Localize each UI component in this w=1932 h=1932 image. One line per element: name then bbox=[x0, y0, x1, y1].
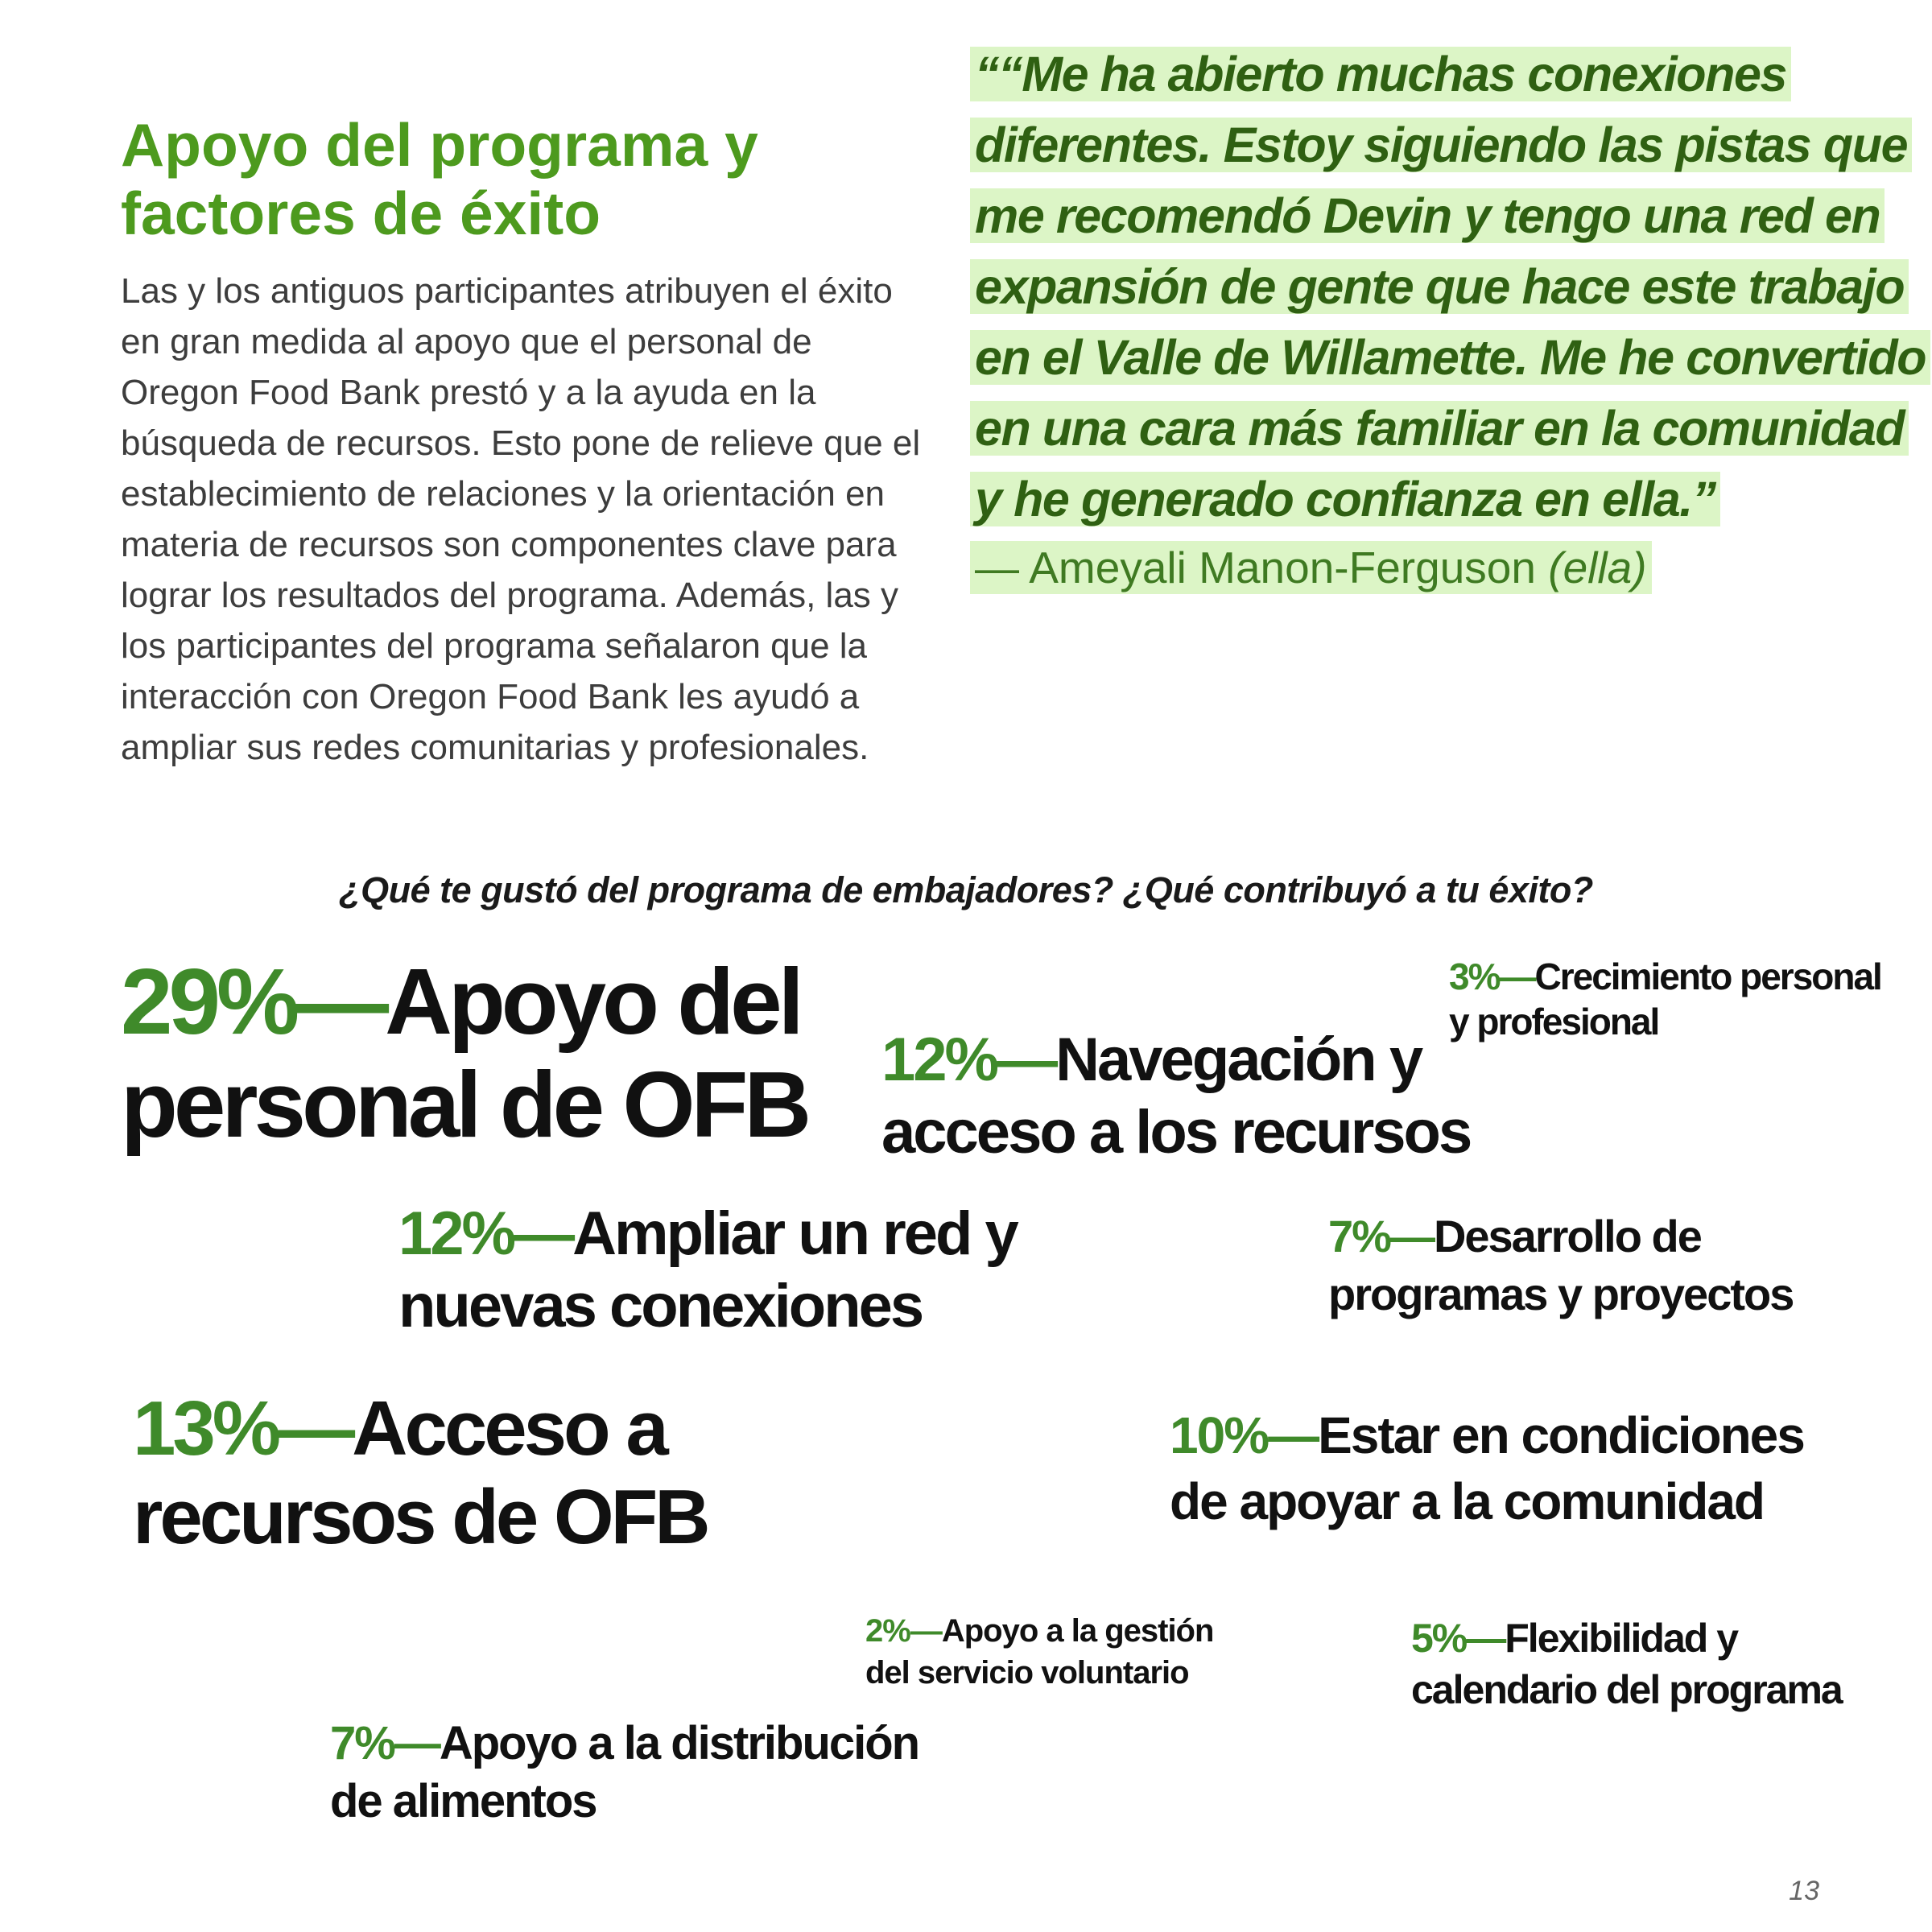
result-label-line1: Apoyo del bbox=[385, 949, 800, 1054]
quote-attribution bbox=[970, 541, 1652, 594]
attribution-pronoun: (ella) bbox=[1548, 543, 1647, 592]
result-food-distribution bbox=[330, 1715, 919, 1831]
result-program-development bbox=[1328, 1208, 1793, 1323]
result-label-line2: nuevas conexiones bbox=[398, 1272, 923, 1340]
result-ofb-resources bbox=[133, 1385, 708, 1562]
result-percent: 13%— bbox=[133, 1385, 353, 1472]
result-label-line1: Apoyo a la gestión bbox=[941, 1613, 1214, 1649]
result-label-line1: Estar en condiciones bbox=[1318, 1406, 1804, 1464]
result-label-line1: Flexibilidad y bbox=[1505, 1616, 1738, 1661]
result-label-line2: y profesional bbox=[1449, 1001, 1659, 1042]
result-percent: 7%— bbox=[330, 1717, 440, 1769]
result-label-line1: Desarrollo de bbox=[1433, 1211, 1701, 1261]
result-label-line2: programas y proyectos bbox=[1328, 1269, 1794, 1319]
section-title-line1: Apoyo del programa y bbox=[121, 111, 758, 179]
page-number: 13 bbox=[1789, 1876, 1819, 1906]
result-label-line1: Acceso a bbox=[352, 1385, 666, 1472]
result-staff-support bbox=[121, 950, 807, 1156]
result-label-line2: del servicio voluntario bbox=[865, 1655, 1189, 1690]
result-label-line2: acceso a los recursos bbox=[881, 1098, 1471, 1166]
result-percent: 2%— bbox=[865, 1613, 942, 1649]
result-label-line1: Navegación y bbox=[1055, 1026, 1422, 1094]
result-label-line2: calendario del programa bbox=[1411, 1667, 1842, 1712]
result-label-line1: Crecimiento personal bbox=[1534, 956, 1881, 997]
result-percent: 12%— bbox=[881, 1026, 1056, 1094]
result-expand-network bbox=[398, 1198, 1017, 1343]
section-body: Las y los antiguos participantes atribuyen el éxito en gran medida al apoyo que el personal de Oregon Food Bank prestó y a la ayuda en la búsqueda de recursos. Esto pone de relieve que el establecimiento de relaciones y la orientación en materia de recursos son componentes clave para lograr los resultados del programa. Además, las y los participantes del programa señalaron que la interacción con Oregon Food Bank les ayudó a ampliar sus redes comunitarias y profesionales. bbox=[121, 271, 921, 767]
result-label-line2: recursos de OFB bbox=[133, 1474, 708, 1560]
testimonial-quote bbox=[970, 39, 1928, 535]
result-percent: 5%— bbox=[1411, 1616, 1505, 1661]
result-percent: 12%— bbox=[398, 1199, 573, 1268]
result-percent: 29%— bbox=[121, 949, 386, 1054]
result-label-line2: de alimentos bbox=[330, 1775, 597, 1827]
result-label-line1: Apoyo a la distribución bbox=[439, 1717, 919, 1769]
quote-text: ““Me ha abierto muchas conexiones diferentes. Estoy siguiendo las pistas que me recomendó Devin y tengo una red en expansión de gente que hace este trabajo en el Valle de Willamette. Me he convertido en una cara más familiar en la comunidad y he generado confianza en ella.” bbox=[970, 47, 1930, 526]
result-label-line1: Ampliar un red y bbox=[572, 1199, 1017, 1268]
result-label-line2: personal de OFB bbox=[121, 1052, 808, 1157]
result-community-support bbox=[1170, 1402, 1804, 1534]
survey-question: ¿Qué te gustó del programa de embajadores? ¿Qué contribuyó a tu éxito? bbox=[339, 869, 1593, 910]
result-label-line2: de apoyar a la comunidad bbox=[1170, 1472, 1764, 1530]
result-percent: 7%— bbox=[1328, 1211, 1434, 1261]
result-percent: 10%— bbox=[1170, 1406, 1319, 1464]
result-personal-growth bbox=[1449, 954, 1881, 1044]
result-flexibility-schedule bbox=[1411, 1612, 1842, 1715]
section-title-line2: factores de éxito bbox=[121, 180, 601, 247]
result-volunteer-management bbox=[865, 1610, 1213, 1694]
section-title bbox=[121, 111, 926, 248]
result-resource-navigation bbox=[881, 1024, 1470, 1169]
result-percent: 3%— bbox=[1449, 956, 1535, 997]
attribution-name: — Ameyali Manon-Ferguson bbox=[975, 543, 1536, 592]
